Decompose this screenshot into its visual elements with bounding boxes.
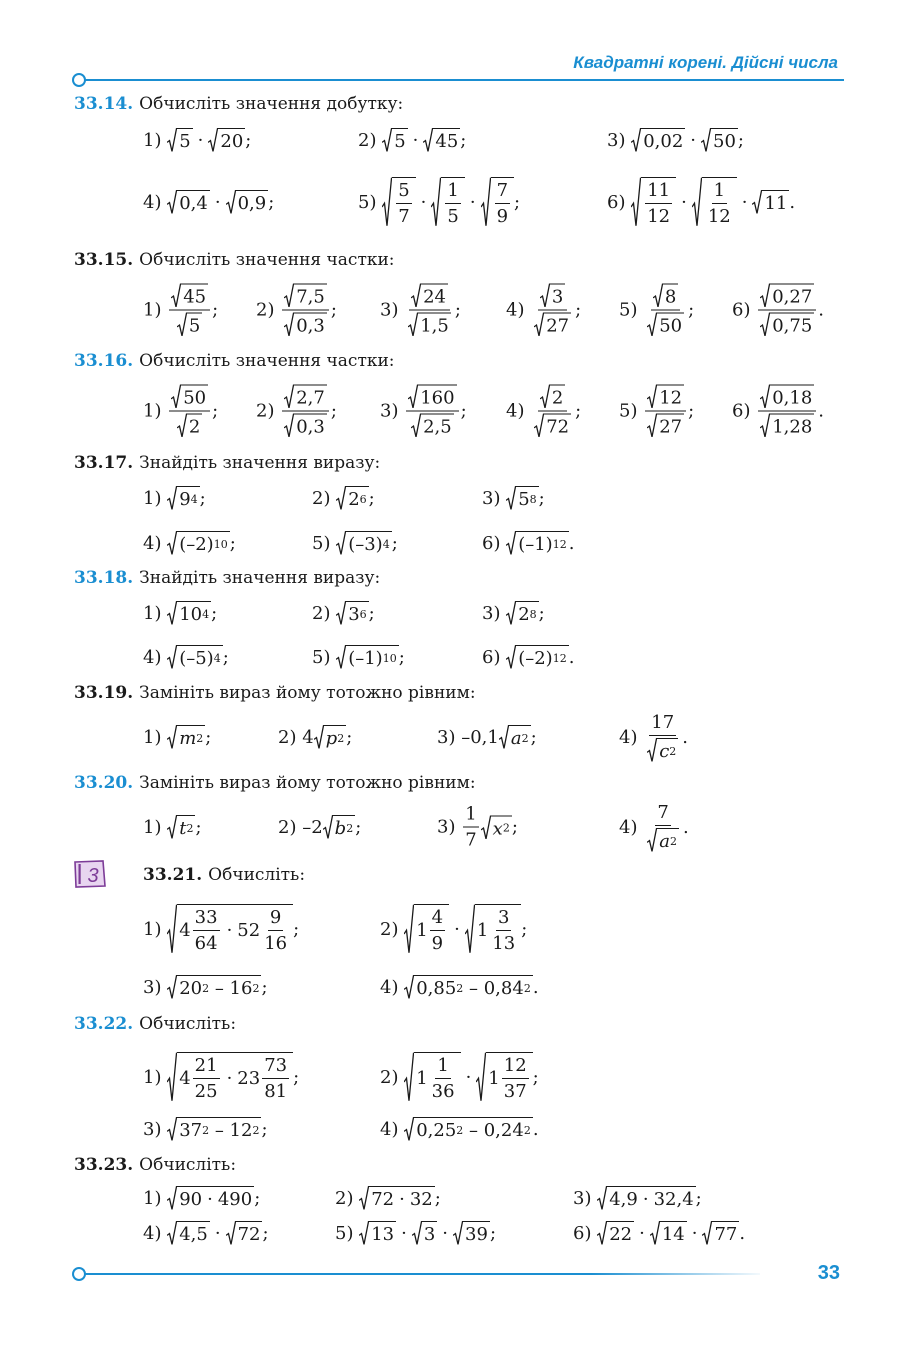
- math-item: 5) 8 50 ;: [619, 284, 694, 337]
- math-item: 2) 1 1 36 · 1 12 37 ;: [380, 1052, 539, 1102]
- math-item: 1) 45 5 ;: [143, 284, 218, 337]
- math-item: 1) 50 2 ;: [143, 385, 218, 438]
- math-item: 4) 0,4 · 0,9 ;: [143, 191, 275, 214]
- math-item: 4) (–5) 4 ;: [143, 646, 229, 669]
- task-number: 33.22.: [74, 1014, 134, 1034]
- math-item: 2) 3 6 ;: [312, 602, 375, 625]
- math-item: 3) 1 7 x 2 ;: [437, 803, 518, 851]
- math-item: 6) 11 12 · 1 12 · 11 .: [607, 177, 795, 227]
- task-33-16-heading: [74, 351, 395, 371]
- task-33-19-row: [0, 712, 918, 762]
- math-item: 1) 90 · 490 ;: [143, 1187, 261, 1210]
- math-item: 1) 10 4 ;: [143, 602, 218, 625]
- math-item: 4) 17 c 2 .: [619, 712, 689, 762]
- task-text: Обчисліть:: [208, 865, 306, 885]
- page-number: 33: [817, 1262, 840, 1284]
- math-item: 2) –2 b 2 ;: [278, 816, 362, 839]
- task-text: Знайдіть значення виразу:: [139, 453, 381, 473]
- footer-rule: [84, 1273, 760, 1275]
- task-number: 33.23.: [74, 1155, 134, 1175]
- math-item: 3) 24 1,5 ;: [380, 284, 461, 337]
- math-item: 5) 13 · 3 · 39 ;: [335, 1222, 497, 1245]
- math-item: 4) (–2) 10 ;: [143, 532, 236, 555]
- task-33-21-heading: [143, 865, 305, 885]
- math-item: 2) 2 6 ;: [312, 487, 375, 510]
- task-number: 33.20.: [74, 773, 134, 793]
- task-33-19-heading: [74, 683, 476, 703]
- task-text: Замініть вираз йому тотожно рівним:: [139, 683, 476, 703]
- task-number: 33.18.: [74, 568, 134, 588]
- task-number: 33.19.: [74, 683, 134, 703]
- task-33-17-heading: [74, 453, 380, 473]
- math-item: 2) 72 · 32 ;: [335, 1187, 441, 1210]
- math-item: 3) 37 2 – 12 2 ;: [143, 1118, 268, 1141]
- math-item: 4) 0,25 2 – 0,24 2 .: [380, 1118, 539, 1141]
- math-item: 2) 4 p 2 ;: [278, 726, 353, 749]
- math-item: 5) 12 27 ;: [619, 385, 694, 438]
- task-33-21-row-2: [0, 976, 918, 999]
- math-item: 1) 5 · 20 ;: [143, 129, 252, 152]
- math-item: 3) 0,02 · 50 ;: [607, 129, 744, 152]
- math-item: 1) 4 21 25 · 23 73 81 ;: [143, 1052, 299, 1102]
- task-33-23-row-2: [0, 1222, 918, 1245]
- math-item: 2) 2,7 0,3 ;: [256, 385, 337, 438]
- math-item: 4) 2 72 ;: [506, 385, 581, 438]
- math-item: 4) 7 a 2 .: [619, 802, 689, 852]
- task-33-15-row: [0, 286, 918, 337]
- header-rule: [84, 79, 844, 81]
- task-33-14-row-2: [0, 180, 918, 227]
- math-item: 6) (–1) 12 .: [482, 532, 575, 555]
- task-33-23-heading: [74, 1155, 236, 1175]
- task-number: 33.17.: [74, 453, 134, 473]
- task-33-15-heading: [74, 250, 395, 270]
- task-33-22-heading: [74, 1014, 236, 1034]
- task-33-18-heading: [74, 568, 380, 588]
- task-text: Обчисліть значення добутку:: [139, 94, 404, 114]
- math-item: 6) 22 · 14 · 77 .: [573, 1222, 746, 1245]
- math-item: 5) (–3) 4 ;: [312, 532, 398, 555]
- task-33-22-row-1: [0, 1055, 918, 1102]
- math-item: 2) 1 4 9 · 1 3 13 ;: [380, 904, 527, 954]
- math-item: 1) t 2 ;: [143, 816, 202, 839]
- task-33-17-row-2: [0, 532, 918, 555]
- task-text: Знайдіть значення виразу:: [139, 568, 381, 588]
- math-item: 4) 4,5 · 72 ;: [143, 1222, 269, 1245]
- math-item: 4) 0,85 2 – 0,84 2 .: [380, 976, 539, 999]
- math-item: 2) 7,5 0,3 ;: [256, 284, 337, 337]
- difficulty-level-badge: [74, 860, 108, 888]
- task-number: 33.21.: [143, 865, 203, 885]
- task-33-22-row-2: [0, 1118, 918, 1141]
- task-text: Обчисліть значення частки:: [139, 351, 395, 371]
- math-item: 4) 3 27 ;: [506, 284, 581, 337]
- task-number: 33.16.: [74, 351, 134, 371]
- task-33-18-row-1: [0, 602, 918, 625]
- math-item: 3) 20 2 – 16 2 ;: [143, 976, 268, 999]
- task-33-16-row: [0, 387, 918, 438]
- math-item: 3) 5 8 ;: [482, 487, 545, 510]
- task-text: Обчисліть:: [139, 1014, 237, 1034]
- math-item: 3) 160 2,5 ;: [380, 385, 467, 438]
- task-number: 33.14.: [74, 94, 134, 114]
- math-item: 5) 5 7 · 1 5 · 7 9 ;: [358, 177, 520, 227]
- task-33-20-row: [0, 802, 918, 852]
- math-item: 3) –0,1 a 2 ;: [437, 726, 537, 749]
- task-33-20-heading: [74, 773, 476, 793]
- math-item: 5) (–1) 10 ;: [312, 646, 405, 669]
- math-item: 1) 4 33 64 · 52 9 16 ;: [143, 904, 299, 954]
- task-33-14-row-1: [0, 129, 918, 152]
- task-33-21-row-1: [0, 907, 918, 954]
- level-number: 3: [87, 865, 99, 887]
- math-item: 2) 5 · 45 ;: [358, 129, 467, 152]
- task-33-18-row-2: [0, 646, 918, 669]
- math-item: 6) 0,27 0,75 .: [732, 284, 824, 337]
- task-33-14-heading: [74, 94, 403, 114]
- math-item: 3) 2 8 ;: [482, 602, 545, 625]
- math-item: 1) 9 4 ;: [143, 487, 206, 510]
- task-text: Обчисліть значення частки:: [139, 250, 395, 270]
- task-text: Обчисліть:: [139, 1155, 237, 1175]
- task-number: 33.15.: [74, 250, 134, 270]
- math-item: 6) (–2) 12 .: [482, 646, 575, 669]
- task-33-17-row-1: [0, 487, 918, 510]
- math-item: 6) 0,18 1,28 .: [732, 385, 824, 438]
- math-item: 3) 4,9 · 32,4 ;: [573, 1187, 702, 1210]
- math-item: 1) m 2 ;: [143, 726, 212, 749]
- task-text: Замініть вираз йому тотожно рівним:: [139, 773, 476, 793]
- task-33-23-row-1: [0, 1187, 918, 1210]
- page-header-title: Квадратні корені. Дійсні числа: [573, 53, 838, 72]
